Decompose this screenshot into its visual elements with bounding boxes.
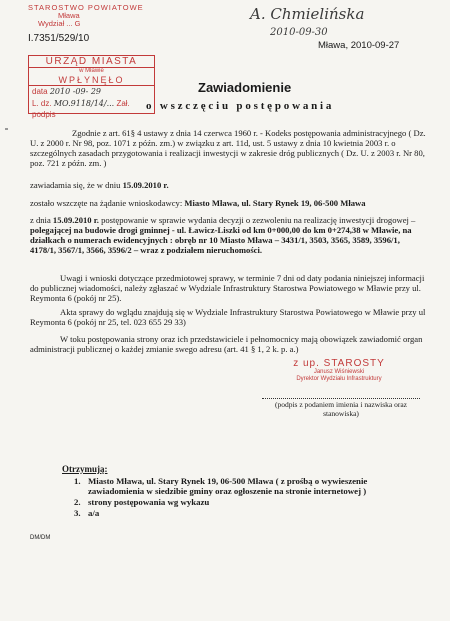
signature-stamp-name: Janusz Wiśniewski <box>313 369 365 375</box>
applicant-paragraph <box>30 198 426 208</box>
list-item-text: Miasto Mława, ul. Stary Rynek 19, 06-500 Mława ( z prośbą o wywieszenie zawiadomienia w siedzibie gminy oraz ogłoszenie na stronie internetowej ) <box>88 476 368 496</box>
address-change-paragraph: W toku postępowania strony oraz ich przedstawiciele i pełnomocnicy mają obowiązek zawiadomić organ administracji publicznej o każdej zmianie swego adresu (art. 41 § 1, 2 k. p. a.) <box>30 334 423 354</box>
issuer-stamp-line: STAROSTWO POWIATOWE <box>28 3 144 12</box>
stamp-ref-row <box>29 98 154 110</box>
stamp-ref-value: MO.9118/14/... <box>53 99 115 108</box>
start-date-text: zawiadamia się, że w dniu <box>30 180 121 190</box>
list-item <box>74 508 414 518</box>
signature-line <box>262 398 420 399</box>
issuer-stamp <box>28 4 144 28</box>
signature-stamp <box>264 358 414 383</box>
stamp-date-row <box>29 86 154 98</box>
stamp-sign-label: podpis <box>32 110 56 119</box>
start-date-paragraph <box>30 180 426 190</box>
issuer-stamp-line: Wydział ... G <box>38 19 81 28</box>
signature-stamp-title: z up. STAROSTY <box>293 358 385 369</box>
files-paragraph: Akta sprawy do wglądu znajdują się w Wydziale Infrastruktury Starostwa Powiatowego w Mławie przy ul Reymonta 6 (pokój nr 25, tel. 023 655 29 33) <box>30 307 426 327</box>
stamp-ref-label: L. dz. <box>32 99 52 108</box>
place-and-date: Mława, 2010-09-27 <box>318 40 400 51</box>
issuer-stamp-line: Mława <box>58 11 80 20</box>
investment-date: 15.09.2010 r. <box>52 215 99 225</box>
stamp-date-label: data <box>32 87 48 96</box>
footer-initials: DM/DM <box>30 535 51 541</box>
document-subtitle: o wszczęciu postępowania <box>146 100 335 112</box>
stamp-received: WPŁYNĘŁO <box>29 75 154 86</box>
stamp-date-value: 2010 -09- 29 <box>49 87 102 96</box>
start-date-value: 15.09.2010 r. <box>122 180 169 190</box>
punch-mark <box>5 128 8 130</box>
registration-stamp <box>28 55 155 119</box>
document-title: Zawiadomienie <box>198 80 292 95</box>
list-item <box>74 497 414 507</box>
list-item <box>74 476 414 496</box>
investment-mid: postępowanie w sprawie wydania decyzji o zezwoleniu na realizację inwestycji drogowej – <box>101 215 416 225</box>
list-item-number: 2. <box>74 497 81 507</box>
recipients-heading: Otrzymują: <box>62 464 108 474</box>
investment-paragraph <box>30 215 426 255</box>
signature-caption: (podpis z podaniem imienia i nazwiska oraz stanowiska) <box>274 400 408 418</box>
investment-pre: z dnia <box>30 215 51 225</box>
legal-basis-paragraph: Zgodnie z art. 61§ 4 ustawy z dnia 14 czerwca 1960 r. - Kodeks postępowania administracyjnego ( Dz. U. z 2000 r. Nr 98, poz. 1071 z późn. zm.) w związku z art. 11d, ust. 5 ustawy z dnia 10 kwietnia 2003 r. o szczególnych zasadach przygotowania i realizacji inwestycji w zakresie dróg publicznych ( Dz. U. z 2003 r. Nr 80, poz. 721 z późn. zm. ) <box>30 128 426 168</box>
applicant-text: zostało wszczęte na żądanie wnioskodawcy: <box>30 198 183 208</box>
stamp-pages-label: Zał. <box>116 99 130 108</box>
handwritten-signature: A. Chmielińska <box>250 5 365 23</box>
investment-description: polegającej na budowie drogi gminnej - ul. Ławicz-Liszki od km 0+000,00 do km 0+274,38 w Mławie, na działkach o numerach ewidencyjnych : obręb nr 10 Miasto Mława – 3431/1, 3503, 3565, 3589, 3596/1, 4178/1, 3567/1, 3566, 3596/2 – wraz z podziałem nieruchomości. <box>30 225 412 255</box>
applicant-name: Miasto Mława, ul. Stary Rynek 19, 06-500 Mława <box>184 198 366 208</box>
list-item-text: strony postępowania wg wykazu <box>88 497 210 507</box>
signature-stamp-position: Dyrektor Wydziału Infrastruktury <box>296 376 382 382</box>
stamp-office: URZĄD MIASTA <box>29 56 154 68</box>
handwritten-date: 2010-09-30 <box>270 27 328 38</box>
comments-paragraph: Uwagi i wnioski dotyczące przedmiotowej sprawy, w terminie 7 dni od daty podania niniejszej informacji do publicznej wiadomości, należy zgłaszać w Wydziale Infrastruktury Starostwa Powiatowego w Mławie przy ul. Reymonta 6 (pokój nr 25). <box>30 273 425 303</box>
recipients-list <box>74 476 414 519</box>
reference-number: I.7351/529/10 <box>28 33 90 44</box>
list-item-text: a/a <box>88 508 100 518</box>
stamp-city: w Mławie <box>79 68 104 74</box>
list-item-number: 3. <box>74 508 81 518</box>
list-item-number: 1. <box>74 476 81 486</box>
